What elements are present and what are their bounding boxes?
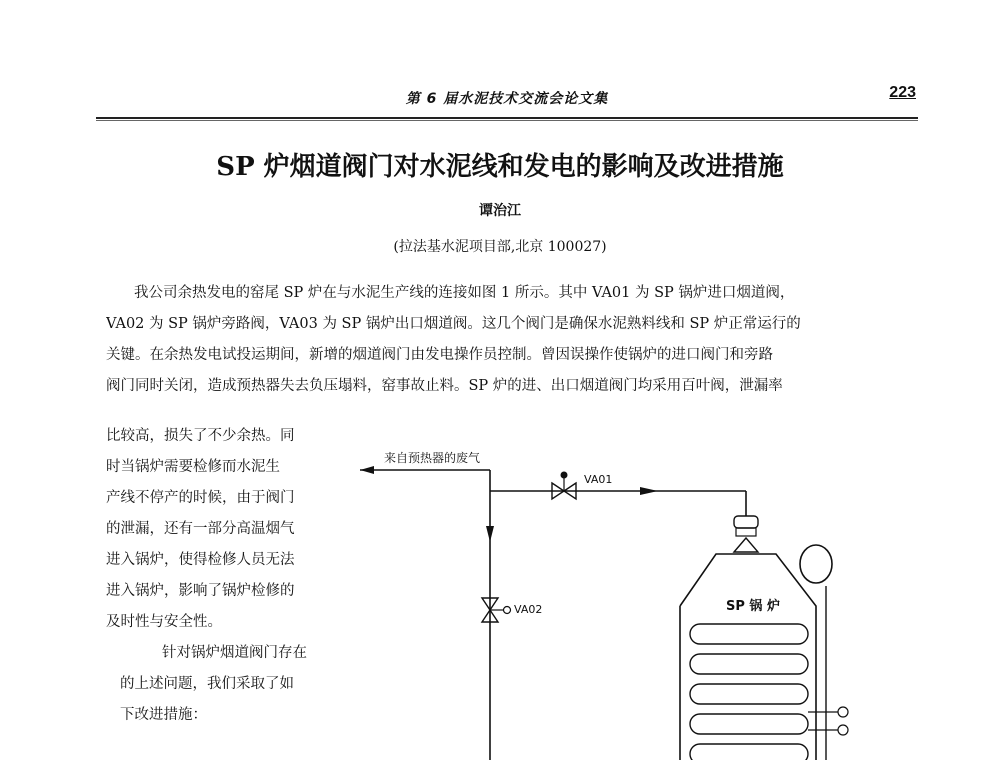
right-arrowhead xyxy=(640,487,658,495)
paper-title: SP 炉烟道阀门对水泥线和发电的影响及改进措施 xyxy=(216,152,784,182)
inlet-arrowhead xyxy=(360,466,374,474)
boiler-drum xyxy=(800,545,832,583)
paragraph-line: 我公司余热发电的窑尾 SP 炉在与水泥生产线的连接如图 1 所示。其中 VA01 为 SP 锅炉进口烟道阀， xyxy=(134,285,795,301)
down-arrowhead xyxy=(486,526,494,542)
running-header xyxy=(96,78,918,116)
paragraph-line: VA02 为 SP 锅炉旁路阀，VA03 为 SP 锅炉出口烟道阀。这几个阀门是确保水泥熟料线和 SP 炉正常运行的 xyxy=(106,316,801,332)
valve-va01-symbol xyxy=(552,472,576,500)
paragraph-line: 阀门同时关闭，造成预热器失去负压塌料，窑事故止料。SP 炉的进、出口烟道阀门均采用百叶阀，泄漏率 xyxy=(106,378,783,394)
boiler-inlet-cone xyxy=(734,538,758,552)
header-rule-thin xyxy=(96,120,918,121)
affiliation: (拉法基水泥项目部,北京 100027) xyxy=(393,239,607,255)
column-line: 产线不停产的时候，由于阀门 xyxy=(106,490,295,506)
flow-diagram xyxy=(360,436,920,760)
valve-va02-label: VA02 xyxy=(514,603,543,616)
journal-title: 第 6 届水泥技术交流会论文集 xyxy=(405,91,609,107)
header-rule xyxy=(96,117,918,119)
column-line: 的泄漏，还有一部分高温烟气 xyxy=(106,521,295,537)
paragraph-line: 关键。在余热发电试投运期间，新增的烟道阀门由发电操作员控制。曾因误操作使锅炉的进口阀门和旁路 xyxy=(106,347,773,363)
author-name: 谭治江 xyxy=(479,203,521,219)
column-line: 及时性与安全性。 xyxy=(106,614,222,630)
valve-va02-symbol xyxy=(482,598,511,622)
column-line: 比较高，损失了不少余热。同 xyxy=(106,428,295,444)
inlet-label: 来自预热器的废气 xyxy=(384,451,481,465)
column-line: 进入锅炉，使得检修人员无法 xyxy=(106,552,295,568)
boiler-label: SP 锅 炉 xyxy=(726,599,780,614)
heating-coils xyxy=(690,624,808,760)
boiler-inlet-fitting-2 xyxy=(736,528,756,536)
valve-va01-label: VA01 xyxy=(584,473,613,486)
side-connections xyxy=(808,707,848,735)
column-line: 时当锅炉需要检修而水泥生 xyxy=(106,459,280,475)
column-line: 的上述问题，我们采取了如 xyxy=(120,676,294,692)
intro-paragraph xyxy=(106,278,916,402)
column-line: 针对锅炉烟道阀门存在 xyxy=(162,645,307,661)
left-column-text xyxy=(106,421,346,731)
column-line: 下改进措施： xyxy=(120,707,207,723)
column-line: 进入锅炉，影响了锅炉检修的 xyxy=(106,583,295,599)
boiler-body xyxy=(680,554,816,760)
boiler-inlet-fitting xyxy=(734,516,758,528)
page-number: 223 xyxy=(889,84,916,101)
